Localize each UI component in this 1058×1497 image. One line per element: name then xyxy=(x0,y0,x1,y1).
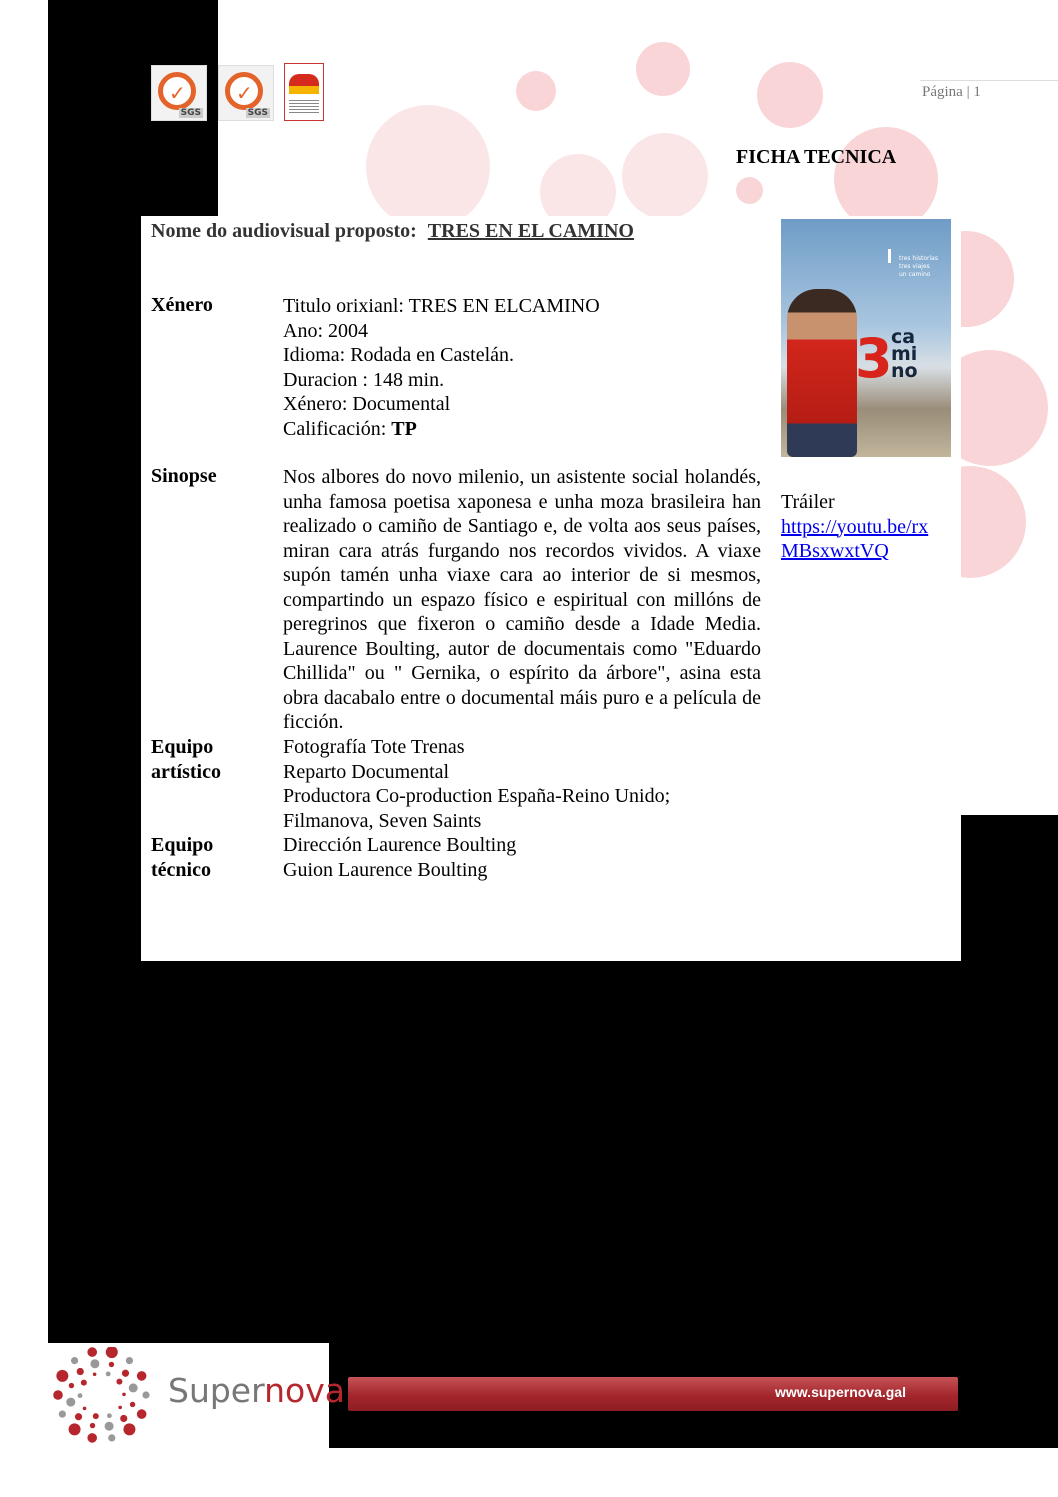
proposal-label: Nome do audiovisual proposto: xyxy=(151,220,417,242)
detail-line: Filmanova, Seven Saints xyxy=(283,809,482,832)
masked-region-bottom xyxy=(141,961,1058,1343)
logo-dot xyxy=(106,1371,111,1376)
artistic-team-label xyxy=(151,735,221,784)
logo-dot xyxy=(90,1359,99,1368)
logo-dot xyxy=(87,1433,97,1443)
logo-dot xyxy=(66,1398,75,1407)
logo-dot xyxy=(108,1434,115,1441)
decorative-circle xyxy=(622,133,708,219)
poster-title-line: mi xyxy=(891,343,918,365)
rating-value: TP xyxy=(391,417,417,440)
logo-dot xyxy=(120,1415,127,1422)
sgs-label-icon: SGS xyxy=(180,108,201,118)
tagline-line: un camino xyxy=(899,271,931,278)
logo-dot xyxy=(93,1372,97,1376)
logo-dot xyxy=(126,1357,133,1364)
logo-dot xyxy=(129,1383,138,1392)
logo-dot xyxy=(75,1413,82,1420)
technical-team-details xyxy=(283,833,516,882)
detail-line: Fotografía Tote Trenas xyxy=(283,736,465,758)
decorative-circle xyxy=(757,62,823,128)
supernova-dots-icon xyxy=(52,1347,152,1443)
logo-dot xyxy=(122,1370,129,1377)
logo-dot xyxy=(116,1379,122,1385)
website-url[interactable]: www.supernova.gal xyxy=(775,1384,906,1400)
rating-prefix: Calificación: xyxy=(283,417,392,440)
logo-dot xyxy=(81,1380,87,1386)
logo-dot xyxy=(130,1402,135,1407)
genre-label: Xénero xyxy=(151,294,213,316)
logo-dot xyxy=(106,1347,118,1358)
logo-dot xyxy=(118,1406,122,1410)
tagline-line: tres viajes xyxy=(899,263,930,270)
logo-dot xyxy=(53,1390,63,1400)
poster-person-figure xyxy=(787,289,857,457)
synopsis-text: Nos albores do novo milenio, un asistente social holandés, unha famosa poetisa xaponesa e unha moza brasileira han realizado o camiño de Santiago e, de volta aos seus países, miran cara atrás furgando nos recordos vividos. A viaxe supón tamén unha viaxe cara ao interior de si mesmos, compartindo un espazo físico e espiritual con millóns de peregrinos que fixeron o camiño desde a Idade Media. Laurence Boulting, autor de documentais como "Eduardo Chillida" ou " Gernika, o espírito da árbore", asina esta obra dacabalo entre o documental máis puro e a película de ficción. xyxy=(283,466,761,733)
detail-line: Titulo orixianl: TRES EN ELCAMINO xyxy=(283,295,600,317)
label-line: artístico xyxy=(151,760,221,783)
poster-tagline xyxy=(899,255,938,279)
sgs-certification-logo xyxy=(151,65,207,121)
logo-dot xyxy=(69,1423,81,1435)
label-line: Equipo xyxy=(151,834,214,856)
detail-line: Idioma: Rodada en Castelán. xyxy=(283,344,515,366)
logo-dot xyxy=(87,1347,97,1357)
brand-part: Super xyxy=(168,1371,265,1410)
trailer-link-line[interactable]: https://youtu.be/rx xyxy=(781,515,929,538)
logo-dot xyxy=(105,1422,114,1431)
synopsis-label: Sinopse xyxy=(151,465,217,487)
page-number: Página | 1 xyxy=(922,84,981,100)
poster-title-line: no xyxy=(891,360,918,382)
trailer-link-line[interactable]: MBsxwxtVQ xyxy=(781,540,889,562)
logo-dot xyxy=(59,1410,66,1417)
quality-seal-logo xyxy=(284,63,324,121)
tagline-line: tres historias xyxy=(899,255,938,262)
masked-region-left-column xyxy=(48,216,141,1343)
sgs-certification-logo xyxy=(218,65,274,121)
brand-part: nova xyxy=(264,1371,345,1410)
footer-bar xyxy=(348,1377,958,1411)
artistic-team-details xyxy=(283,735,670,833)
logo-dot xyxy=(90,1423,95,1428)
decorative-circle xyxy=(736,177,763,204)
label-line: Equipo xyxy=(151,736,214,758)
trailer-label: Tráiler xyxy=(781,491,835,513)
detail-line: Xénero: Documental xyxy=(283,393,451,415)
detail-line: Guion Laurence Boulting xyxy=(283,858,488,881)
detail-line: Ano: 2004 xyxy=(283,319,368,342)
film-title: TRES EN EL CAMINO xyxy=(427,220,634,242)
rating-line xyxy=(283,417,600,442)
document-title: FICHA TECNICA xyxy=(736,146,897,168)
logo-dot xyxy=(142,1391,149,1398)
brand-name xyxy=(168,1371,345,1410)
detail-line: Dirección Laurence Boulting xyxy=(283,834,517,856)
proposal-line xyxy=(151,220,634,243)
seal-stripe-icon xyxy=(289,86,319,94)
label-line: técnico xyxy=(151,858,211,881)
logo-dot xyxy=(107,1413,112,1418)
genre-details xyxy=(283,294,600,441)
logo-dot xyxy=(93,1413,99,1419)
masked-region-right xyxy=(961,815,1058,961)
supernova-logo xyxy=(48,1343,345,1448)
logo-dot xyxy=(69,1383,74,1388)
poster-title-line: ca xyxy=(891,326,916,348)
decorative-circle xyxy=(636,42,690,96)
checkmark-icon: ✓ xyxy=(169,81,186,105)
technical-team-label xyxy=(151,833,213,882)
logo-dot xyxy=(78,1393,83,1398)
decorative-circle xyxy=(366,105,490,229)
logo-dot xyxy=(123,1423,135,1435)
header-rule xyxy=(920,80,1058,81)
decorative-circle xyxy=(516,71,556,111)
arrow-icon xyxy=(888,249,891,263)
logo-dot xyxy=(56,1370,68,1382)
detail-line: Reparto Documental xyxy=(283,760,450,783)
logo-dot xyxy=(83,1407,87,1411)
poster-title xyxy=(891,326,918,382)
detail-line: Productora Co-production España-Reino Unido; xyxy=(283,785,671,807)
film-poster xyxy=(781,219,951,457)
logo-dot xyxy=(137,1409,147,1419)
detail-line: Duracion : 148 min. xyxy=(283,368,445,391)
poster-number: 3 xyxy=(855,327,893,390)
logo-dot xyxy=(71,1357,78,1364)
logo-dot xyxy=(137,1371,147,1381)
checkmark-icon: ✓ xyxy=(236,81,253,105)
trailer-block xyxy=(781,490,928,564)
logo-dot xyxy=(109,1362,114,1367)
trailer-link[interactable] xyxy=(781,516,928,563)
logo-dot xyxy=(122,1393,126,1397)
seal-text-lines-icon xyxy=(289,100,319,114)
sgs-label-icon: SGS xyxy=(247,108,268,118)
logo-dot xyxy=(77,1368,84,1375)
